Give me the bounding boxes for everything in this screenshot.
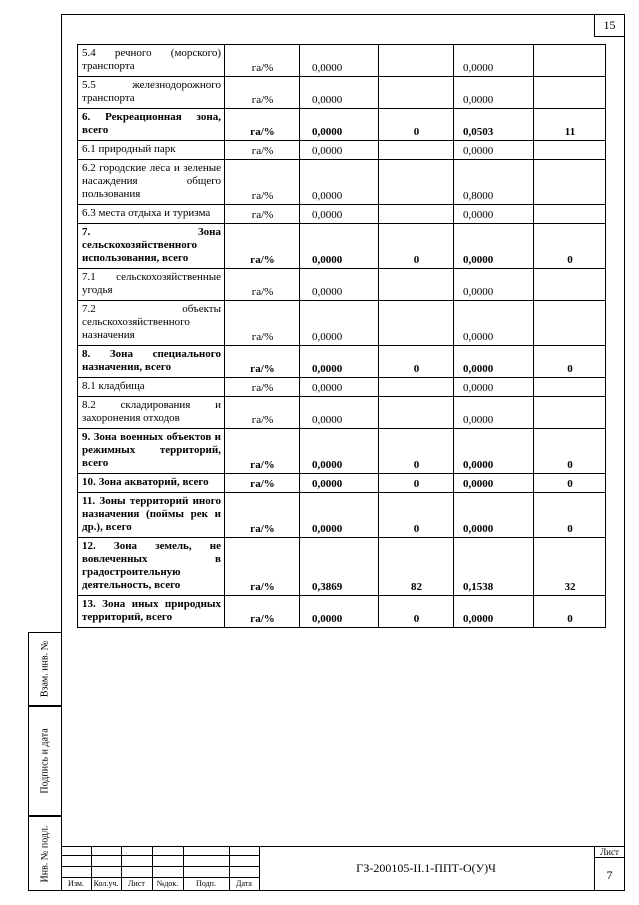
cell-unit: га/% (225, 346, 300, 378)
table-row (78, 397, 606, 429)
cell-v2: 0,8000 (454, 160, 534, 205)
table-row (78, 378, 606, 397)
cell-v2: 0,0000 (454, 397, 534, 429)
cell-unit: га/% (225, 429, 300, 474)
cell-unit: га/% (225, 269, 300, 301)
cell-unit: га/% (225, 493, 300, 538)
cell-unit: га/% (225, 474, 300, 493)
cell-p2 (534, 160, 606, 205)
cell-p1: 0 (379, 224, 454, 269)
cell-p2 (534, 77, 606, 109)
cell-p2: 0 (534, 474, 606, 493)
cell-v2: 0,0000 (454, 596, 534, 628)
cell-v1: 0,0000 (300, 269, 379, 301)
cell-v2: 0,0000 (454, 269, 534, 301)
cell-unit: га/% (225, 596, 300, 628)
table-row (78, 45, 606, 77)
cell-unit: га/% (225, 109, 300, 141)
cell-p2 (534, 397, 606, 429)
cell-name: 5.4 речного (морского) транспорта (78, 45, 225, 77)
cell-name: 7.2 объекты сельскохозяйственного назначения (78, 301, 225, 346)
table-row (78, 205, 606, 224)
cell-v2: 0,0000 (454, 474, 534, 493)
cell-v1: 0,0000 (300, 397, 379, 429)
cell-v2: 0,0000 (454, 378, 534, 397)
cell-p2: 0 (534, 224, 606, 269)
cell-unit: га/% (225, 160, 300, 205)
table-row (78, 269, 606, 301)
cell-v1: 0,0000 (300, 45, 379, 77)
cell-name: 13. Зона иных природных территорий, всего (78, 596, 225, 628)
cell-name: 9. Зона военных объектов и режимных территорий, всего (78, 429, 225, 474)
cell-p1 (379, 205, 454, 224)
cell-name: 8.1 кладбища (78, 378, 225, 397)
cell-name: 6.3 места отдыха и туризма (78, 205, 225, 224)
cell-v1: 0,0000 (300, 224, 379, 269)
stamp-label-podp: Подп. (196, 879, 216, 888)
zones-table-body (78, 45, 606, 628)
stamp-label-list: Лист (128, 879, 145, 888)
cell-v1: 0,0000 (300, 429, 379, 474)
cell-v2: 0,0503 (454, 109, 534, 141)
cell-v2: 0,1538 (454, 538, 534, 596)
cell-v1: 0,0000 (300, 493, 379, 538)
cell-v1: 0,0000 (300, 596, 379, 628)
cell-p2 (534, 141, 606, 160)
cell-name: 6.2 городские леса и зеленые насаждения общего пользования (78, 160, 225, 205)
cell-p1 (379, 77, 454, 109)
cell-name: 6. Рекреационная зона, всего (78, 109, 225, 141)
cell-p2: 0 (534, 493, 606, 538)
cell-v2: 0,0000 (454, 77, 534, 109)
cell-p2: 0 (534, 596, 606, 628)
cell-p2: 11 (534, 109, 606, 141)
cell-unit: га/% (225, 141, 300, 160)
cell-p1 (379, 301, 454, 346)
cell-name: 7.1 сельскохозяйственные угодья (78, 269, 225, 301)
cell-p1: 0 (379, 596, 454, 628)
cell-v1: 0,0000 (300, 205, 379, 224)
cell-p2: 0 (534, 346, 606, 378)
table-row (78, 301, 606, 346)
cell-unit: га/% (225, 378, 300, 397)
cell-v2: 0,0000 (454, 45, 534, 77)
cell-unit: га/% (225, 397, 300, 429)
cell-name: 10. Зона акваторий, всего (78, 474, 225, 493)
cell-v1: 0,3869 (300, 538, 379, 596)
cell-p1 (379, 160, 454, 205)
cell-name: 8.2 складирования и захоронения отходов (78, 397, 225, 429)
page-number-box (594, 14, 625, 37)
table-row (78, 346, 606, 378)
stamp-label-izm: Изм. (68, 879, 84, 888)
cell-v1: 0,0000 (300, 141, 379, 160)
cell-v1: 0,0000 (300, 301, 379, 346)
cell-name: 7. Зона сельскохозяйственного использования, всего (78, 224, 225, 269)
cell-unit: га/% (225, 301, 300, 346)
stamp-label-koluch: Кол.уч. (93, 879, 119, 888)
sheet-label: Лист (600, 847, 619, 857)
table-row (78, 538, 606, 596)
cell-name: 12. Зона земель, не вовлеченных в градостроительную деятельность, всего (78, 538, 225, 596)
cell-p1 (379, 141, 454, 160)
cell-name: 8. Зона специального назначения, всего (78, 346, 225, 378)
side-label-inv: Инв. № подл. (39, 825, 51, 882)
cell-v1: 0,0000 (300, 109, 379, 141)
table-row (78, 141, 606, 160)
cell-v1: 0,0000 (300, 77, 379, 109)
cell-p2: 0 (534, 429, 606, 474)
cell-unit: га/% (225, 77, 300, 109)
side-cell-inv (28, 816, 61, 891)
table-row (78, 429, 606, 474)
cell-p1: 0 (379, 474, 454, 493)
cell-name: 11. Зоны территорий иного назначения (поймы рек и др.), всего (78, 493, 225, 538)
cell-v1: 0,0000 (300, 160, 379, 205)
cell-unit: га/% (225, 205, 300, 224)
side-label-vzam: Взам. инв. № (39, 640, 51, 698)
table-row (78, 77, 606, 109)
cell-p2 (534, 301, 606, 346)
cell-p1 (379, 378, 454, 397)
stamp-label-ndok: №док. (156, 879, 179, 888)
cell-p1: 0 (379, 109, 454, 141)
sheet-number: 7 (606, 868, 613, 882)
cell-p1: 0 (379, 429, 454, 474)
cell-name: 6.1 природный парк (78, 141, 225, 160)
cell-v1: 0,0000 (300, 474, 379, 493)
side-cell-vzam (28, 632, 61, 706)
cell-p1 (379, 269, 454, 301)
cell-v2: 0,0000 (454, 205, 534, 224)
table-row (78, 160, 606, 205)
cell-p1 (379, 45, 454, 77)
side-cell-podpis (28, 706, 61, 816)
cell-v2: 0,0000 (454, 141, 534, 160)
cell-p1 (379, 397, 454, 429)
side-label-podpis: Подпись и дата (39, 728, 51, 794)
cell-unit: га/% (225, 538, 300, 596)
cell-v1: 0,0000 (300, 346, 379, 378)
cell-v2: 0,0000 (454, 224, 534, 269)
table-row (78, 224, 606, 269)
table-row (78, 596, 606, 628)
cell-p2 (534, 45, 606, 77)
title-block (61, 846, 625, 891)
cell-p1: 0 (379, 346, 454, 378)
cell-v2: 0,0000 (454, 301, 534, 346)
cell-v1: 0,0000 (300, 378, 379, 397)
cell-v2: 0,0000 (454, 429, 534, 474)
document-code: ГЗ-200105-II.1-ППТ-О(У)Ч (356, 861, 496, 875)
zones-table (77, 44, 606, 628)
cell-v2: 0,0000 (454, 493, 534, 538)
cell-unit: га/% (225, 45, 300, 77)
cell-v2: 0,0000 (454, 346, 534, 378)
table-row (78, 493, 606, 538)
cell-p1: 82 (379, 538, 454, 596)
cell-p1: 0 (379, 493, 454, 538)
page-number: 15 (603, 18, 616, 32)
cell-p2 (534, 269, 606, 301)
table-row (78, 109, 606, 141)
cell-p2 (534, 378, 606, 397)
cell-name: 5.5 железнодорожного транспорта (78, 77, 225, 109)
cell-p2: 32 (534, 538, 606, 596)
cell-p2 (534, 205, 606, 224)
table-row (78, 474, 606, 493)
stamp-label-data: Дата (236, 879, 252, 888)
cell-unit: га/% (225, 224, 300, 269)
